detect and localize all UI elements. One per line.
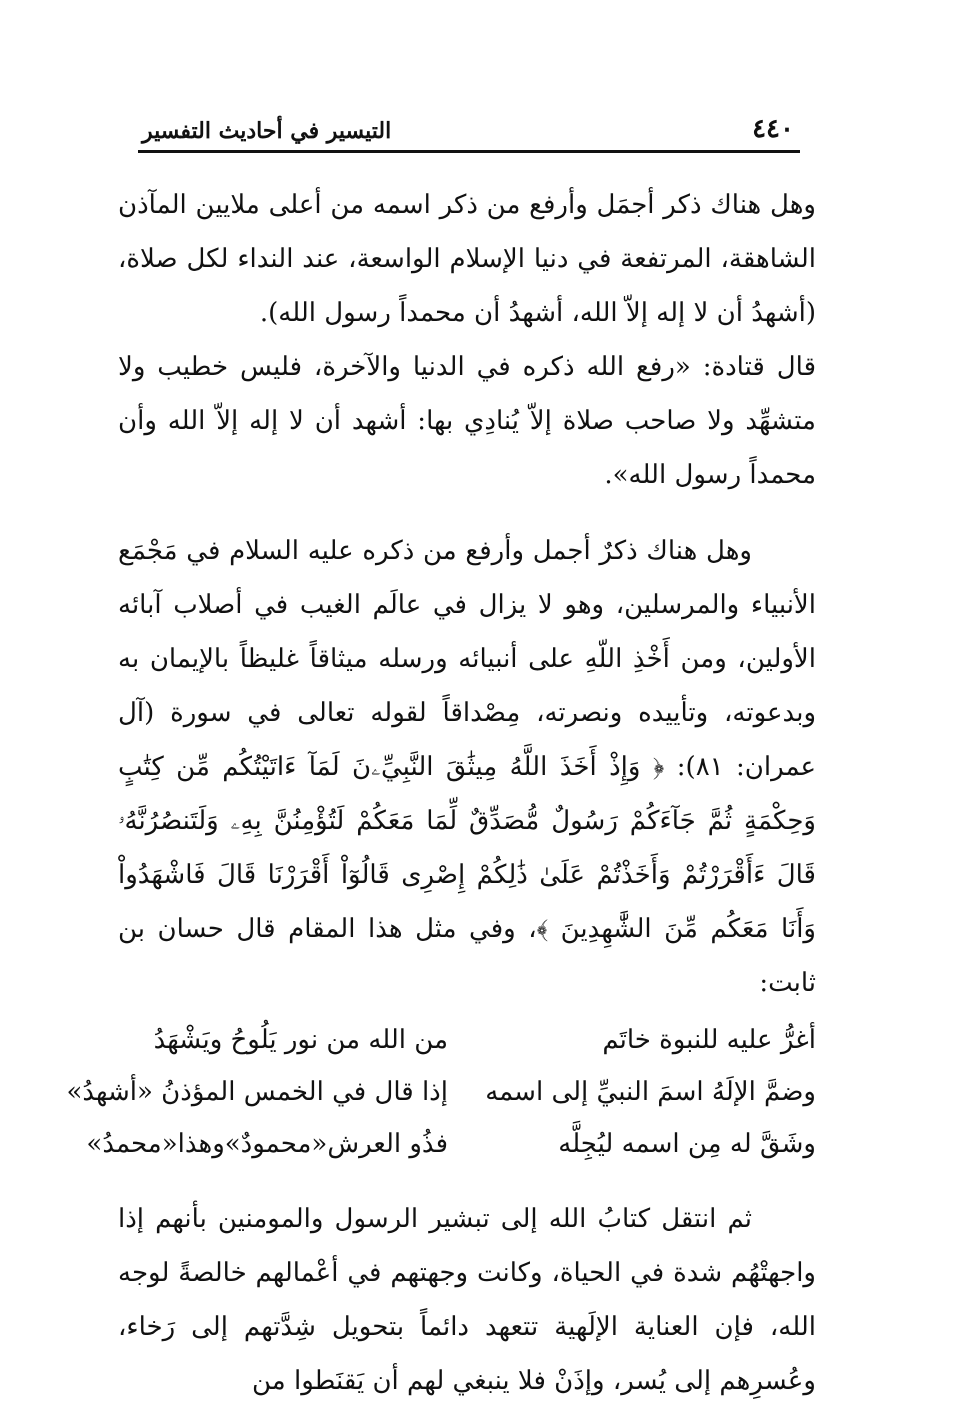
poem-hemistich-second: إذا قال في الخمس المؤذنُ «أشهدُ» (66, 1077, 448, 1107)
poem (66, 1014, 816, 1170)
paragraph-1: وهل هناك ذكر أجمَل وأرفع من ذكر اسمه من أعلى ملايين المآذن الشاهقة، المرتفعة في دنيا الإسلام الواسعة، عند النداء لكل صلاة، (أشهدُ أن لا إله إلاّ الله، أشهدُ أن محمداً رسول الله). (118, 190, 816, 328)
poem-hemistich-second: من الله من نور يَلُوحُ ويَشْهَدُ (153, 1025, 448, 1055)
paragraph-2: قال قتادة: «رفع الله ذكره في الدنيا والآخرة، فليس خطيب ولا متشهِّد ولا صاحب صلاة إلاّ يُنادِي بها: أشهد أن لا إله إلاّ الله وأن محمداً رسول الله». (118, 352, 816, 490)
poem-line (118, 1014, 816, 1066)
header-divider (138, 150, 800, 153)
page-header (138, 108, 798, 152)
paragraph-3 (118, 524, 816, 1010)
poem-line (66, 1066, 816, 1118)
poem-hemistich-first: وشَقَّ له مِن اسمه ليُجِلَّه (558, 1129, 816, 1159)
paragraph-4: ثم انتقل كتابُ الله إلى تبشير الرسول والمومنين بأنهم إذا واجهتْهُم شدة في الحياة، وكانت وجهتهم في أعْمالهم خالصةً لوجه الله، فإن العناية الإلَهية تتعهد دائماً بتحويل شِدَّتهم إلى رَخاء، وعُسرِهم إلى يُسر، وإذَنْ فلا ينبغي لهم أن يَقنَطوا من (118, 1204, 816, 1396)
poem-hemistich-first: أغرُّ عليه للنبوة خاتَم (602, 1025, 816, 1055)
poem-hemistich-second: فذُو العرش«محمودٌ»وهذا«محمدُ» (86, 1129, 448, 1159)
poem-line (86, 1118, 816, 1170)
page-body (66, 178, 817, 1408)
page-number: ٤٤٠ (752, 114, 794, 144)
paragraph-3-after: ، وفي مثل هذا المقام قال حسان بن ثابت: (118, 914, 816, 998)
quran-verse: ﴿ وَإِذْ أَخَذَ اللَّهُ مِيثَٰقَ النَّبِيِّۦنَ لَمَآ ءَاتَيْتُكُم مِّن كِتَٰبٍ وَحِكْمَةٍ ثُمَّ جَآءَكُمْ رَسُولٌ مُّصَدِّقٌ لِّمَا مَعَكُمْ لَتُؤْمِنُنَّ بِهِۦ وَلَتَنصُرُنَّهُۥ قَالَ ءَأَقْرَرْتُمْ وَأَخَذْتُمْ عَلَىٰ ذَٰلِكُمْ إِصْرِى قَالُوٓاْ أَقْرَرْنَا قَالَ فَاشْهَدُواْ وَأَنَا مَعَكُم مِّنَ الشَّٰهِدِينَ ﴾ (118, 752, 816, 944)
paragraph-3-text: وهل هناك ذكرٌ أجمل وأرفع من ذكره عليه السلام في مَجْمَع الأنبياء والمرسلين، وهو لا يزال في عالَم الغيب في أصلاب آبائه الأولين، ومن أَخْذِ اللّهِ على أنبيائه ورسله ميثاقاً غليظاً بالإيمان به وبدعوته، وتأييده ونصرته، مِصْداقاً لقوله تعالى في سورة (آل عمران: ٨١): (118, 536, 817, 782)
running-title: التيسير في أحاديث التفسير (142, 118, 392, 144)
poem-hemistich-first: وضمَّ الإلَهُ اسمَ النبيِّ إلى اسمه (485, 1077, 816, 1107)
